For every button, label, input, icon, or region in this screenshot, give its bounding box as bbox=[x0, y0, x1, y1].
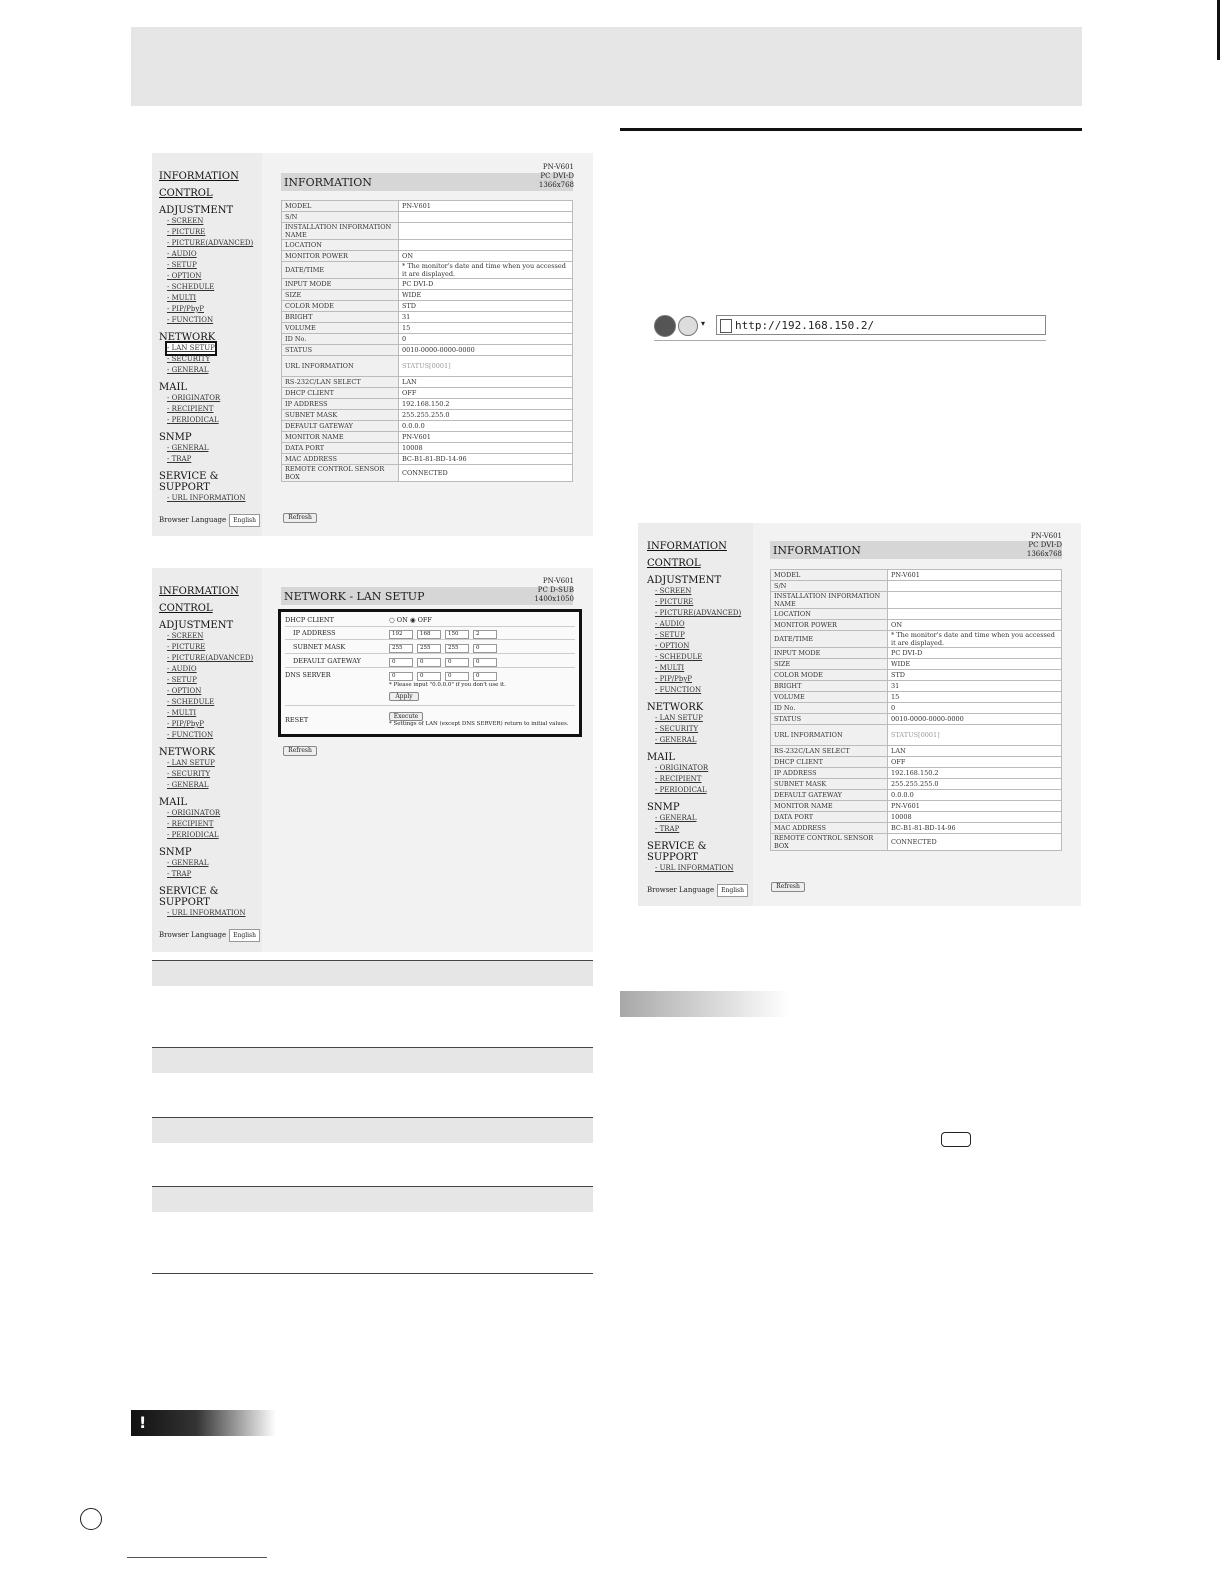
nav-item[interactable]: - MULTI bbox=[655, 663, 753, 674]
row-value: 15 bbox=[399, 323, 573, 334]
row-label: DHCP CLIENT bbox=[282, 388, 399, 399]
row-label: S/N bbox=[282, 212, 399, 223]
row-value: STATUS[0001] bbox=[888, 725, 1062, 746]
section-rule bbox=[620, 128, 1082, 131]
nav-item[interactable]: - PERIODICAL bbox=[655, 785, 753, 796]
nav-item[interactable]: - PICTURE(ADVANCED) bbox=[167, 238, 262, 249]
page-header-band bbox=[131, 27, 1082, 106]
row-label: REMOTE CONTROL SENSOR BOX bbox=[282, 465, 399, 482]
row-value: 0010-0000-0000-0000 bbox=[888, 714, 1062, 725]
table-row bbox=[282, 377, 573, 388]
table-row bbox=[282, 410, 573, 421]
row-label: IP ADDRESS bbox=[282, 399, 399, 410]
row-value: PC DVI-D bbox=[399, 279, 573, 290]
row-label: COLOR MODE bbox=[771, 670, 888, 681]
row-value: BC-B1-81-BD-14-96 bbox=[399, 454, 573, 465]
table-row bbox=[771, 801, 1062, 812]
nav-section: NETWORK bbox=[159, 332, 216, 343]
row-value: 0010-0000-0000-0000 bbox=[399, 345, 573, 356]
row-label: VOLUME bbox=[282, 323, 399, 334]
table-row bbox=[771, 620, 1062, 631]
nav-section: MAIL bbox=[159, 797, 188, 808]
reset-note: * Settings of LAN (except DNS SERVER) return to initial values. bbox=[389, 721, 569, 727]
nav-menu bbox=[152, 568, 262, 952]
table-row bbox=[771, 779, 1062, 790]
nav-item[interactable]: - RECIPIENT bbox=[167, 404, 262, 415]
row-value: 192.168.150.2 bbox=[399, 399, 573, 410]
row-value: PN-V601 bbox=[399, 201, 573, 212]
nav-section: NETWORK bbox=[647, 702, 704, 713]
row-label: BRIGHT bbox=[282, 312, 399, 323]
row-value: LAN bbox=[888, 746, 1062, 757]
table-row bbox=[771, 592, 1062, 609]
nav-item[interactable]: - GENERAL bbox=[655, 735, 753, 746]
info-table bbox=[281, 200, 573, 482]
table-row bbox=[282, 345, 573, 356]
browser-language bbox=[159, 514, 262, 527]
table-row bbox=[771, 757, 1062, 768]
refresh-button[interactable]: Refresh bbox=[283, 746, 317, 756]
nav-item[interactable]: - PICTURE(ADVANCED) bbox=[655, 608, 753, 619]
table-row bbox=[771, 570, 1062, 581]
warning-heading-band bbox=[131, 1410, 276, 1436]
row-label: MAC ADDRESS bbox=[771, 823, 888, 834]
nav-section: SERVICE & SUPPORT bbox=[159, 471, 219, 493]
nav-item[interactable]: - ORIGINATOR bbox=[167, 393, 262, 404]
table-row bbox=[771, 823, 1062, 834]
table-row bbox=[282, 240, 573, 251]
nav-item[interactable]: - OPTION bbox=[167, 271, 262, 282]
back-icon[interactable] bbox=[654, 315, 676, 337]
nav-item[interactable]: - SECURITY bbox=[167, 354, 262, 365]
lan-screenshot bbox=[152, 568, 593, 952]
nav-item[interactable]: - SCHEDULE bbox=[655, 652, 753, 663]
row-label: RS-232C/LAN SELECT bbox=[282, 377, 399, 388]
row-label: MAC ADDRESS bbox=[282, 454, 399, 465]
nav-item[interactable]: - AUDIO bbox=[655, 619, 753, 630]
table-row bbox=[771, 609, 1062, 620]
row-value bbox=[888, 592, 1062, 609]
table-rule bbox=[152, 1047, 593, 1048]
table-row bbox=[771, 834, 1062, 851]
row-value: PN-V601 bbox=[888, 801, 1062, 812]
nav-item[interactable]: - GENERAL bbox=[167, 780, 262, 791]
row-label: DATA PORT bbox=[771, 812, 888, 823]
browser-language-select[interactable]: English bbox=[229, 514, 260, 527]
address-underline bbox=[654, 340, 1046, 341]
row-label: BRIGHT bbox=[771, 681, 888, 692]
nav-item[interactable]: - GENERAL bbox=[167, 858, 262, 869]
row-value: 192.168.150.2 bbox=[888, 768, 1062, 779]
nav-item[interactable]: - SECURITY bbox=[167, 769, 262, 780]
nav-item[interactable]: - LAN SETUP bbox=[655, 713, 753, 724]
row-label: ID No. bbox=[771, 703, 888, 714]
table-row bbox=[282, 312, 573, 323]
nav-item[interactable]: - SECURITY bbox=[655, 724, 753, 735]
table-band bbox=[152, 1186, 593, 1212]
footer-link-line bbox=[127, 1557, 267, 1558]
row-label: DEFAULT GATEWAY bbox=[771, 790, 888, 801]
nav-item[interactable]: - SCREEN bbox=[655, 586, 753, 597]
nav-item[interactable]: - ORIGINATOR bbox=[655, 763, 753, 774]
nav-section[interactable]: CONTROL bbox=[647, 558, 701, 569]
browser-address-bar bbox=[654, 311, 1046, 341]
subnet-mask-fields[interactable]: 255 255 255 0 bbox=[389, 643, 501, 653]
info-screenshot bbox=[152, 153, 593, 536]
row-value: 0 bbox=[399, 334, 573, 345]
row-label: MONITOR NAME bbox=[771, 801, 888, 812]
row-label: STATUS bbox=[771, 714, 888, 725]
key-symbol bbox=[941, 1132, 971, 1147]
info-table bbox=[770, 569, 1062, 851]
browser-language-label: Browser Language bbox=[159, 931, 227, 939]
nav-item[interactable]: - PICTURE bbox=[655, 597, 753, 608]
nav-item[interactable]: - PIP/PbyP bbox=[167, 304, 262, 315]
table-row bbox=[282, 301, 573, 312]
nav-item[interactable]: - OPTION bbox=[167, 686, 262, 697]
row-label: DATE/TIME bbox=[771, 631, 888, 648]
row-value: * The monitor's date and time when you accessed it are displayed. bbox=[399, 262, 573, 279]
page-title: INFORMATION bbox=[281, 173, 573, 191]
margin-marker bbox=[1217, 0, 1220, 60]
table-row bbox=[282, 262, 573, 279]
nav-item[interactable]: - SCREEN bbox=[167, 631, 262, 642]
browser-language-select[interactable]: English bbox=[717, 884, 748, 897]
nav-section[interactable]: CONTROL bbox=[159, 603, 213, 614]
row-value: 0.0.0.0 bbox=[399, 421, 573, 432]
table-row bbox=[771, 703, 1062, 714]
nav-section: MAIL bbox=[159, 382, 188, 393]
nav-section: SNMP bbox=[159, 847, 192, 858]
row-label: URL INFORMATION bbox=[771, 725, 888, 746]
nav-item[interactable]: - SETUP bbox=[655, 630, 753, 641]
dhcp-radio-group[interactable]: ○ ON ◉ OFF bbox=[389, 616, 432, 624]
row-label: RS-232C/LAN SELECT bbox=[771, 746, 888, 757]
browser-language bbox=[647, 884, 753, 897]
row-value: 255.255.255.0 bbox=[399, 410, 573, 421]
refresh-button[interactable]: Refresh bbox=[283, 513, 317, 523]
row-value: WIDE bbox=[888, 659, 1062, 670]
nav-item[interactable]: - SCHEDULE bbox=[167, 282, 262, 293]
table-row bbox=[282, 432, 573, 443]
browser-language-select[interactable]: English bbox=[229, 929, 260, 942]
row-label: SUBNET MASK bbox=[282, 410, 399, 421]
table-row bbox=[771, 725, 1062, 746]
nav-item[interactable]: - SCREEN bbox=[167, 216, 262, 227]
row-label: INSTALLATION INFORMATION NAME bbox=[282, 223, 399, 240]
table-row bbox=[771, 692, 1062, 703]
nav-item[interactable]: - AUDIO bbox=[167, 664, 262, 675]
dns-server-fields[interactable]: 0 0 0 0 bbox=[389, 671, 501, 681]
table-band bbox=[152, 1047, 593, 1073]
row-value: STATUS[0001] bbox=[399, 356, 573, 377]
lan-setup-form bbox=[278, 609, 582, 737]
row-label: MODEL bbox=[771, 570, 888, 581]
row-value: STD bbox=[888, 670, 1062, 681]
page-title: NETWORK - LAN SETUP bbox=[281, 587, 573, 605]
table-row bbox=[771, 768, 1062, 779]
table-row bbox=[771, 790, 1062, 801]
table-row bbox=[282, 356, 573, 377]
row-value bbox=[888, 609, 1062, 620]
row-label: INSTALLATION INFORMATION NAME bbox=[771, 592, 888, 609]
nav-item[interactable]: - SETUP bbox=[167, 675, 262, 686]
nav-item[interactable]: - SCHEDULE bbox=[167, 697, 262, 708]
forward-icon[interactable] bbox=[678, 316, 698, 336]
table-rule bbox=[152, 960, 593, 961]
table-row bbox=[282, 201, 573, 212]
tip-heading-band bbox=[620, 991, 790, 1017]
nav-item[interactable]: - TRAP bbox=[167, 869, 262, 880]
row-label: SUBNET MASK bbox=[771, 779, 888, 790]
table-row bbox=[282, 279, 573, 290]
nav-item[interactable]: - PICTURE bbox=[167, 227, 262, 238]
refresh-button[interactable]: Refresh bbox=[771, 882, 805, 892]
nav-section: ADJUSTMENT bbox=[159, 620, 234, 631]
model-info: PN-V601 PC DVI-D 1366x768 bbox=[538, 163, 574, 189]
table-row bbox=[771, 681, 1062, 692]
row-label: ID No. bbox=[282, 334, 399, 345]
row-label: COLOR MODE bbox=[282, 301, 399, 312]
nav-item[interactable]: - PICTURE bbox=[167, 642, 262, 653]
page-marker bbox=[80, 1508, 102, 1530]
warning-icon: ! bbox=[139, 1413, 147, 1432]
nav-item[interactable]: - FUNCTION bbox=[167, 315, 262, 326]
row-label: S/N bbox=[771, 581, 888, 592]
table-band bbox=[152, 960, 593, 986]
row-label: SIZE bbox=[771, 659, 888, 670]
nav-item[interactable]: - GENERAL bbox=[167, 443, 262, 454]
nav-item[interactable]: - MULTI bbox=[167, 708, 262, 719]
row-label: DHCP CLIENT bbox=[771, 757, 888, 768]
browser-language-label: Browser Language bbox=[647, 886, 715, 894]
row-value: 10008 bbox=[399, 443, 573, 454]
row-value: PC DVI-D bbox=[888, 648, 1062, 659]
row-label: LOCATION bbox=[282, 240, 399, 251]
table-row bbox=[282, 212, 573, 223]
row-label: DATA PORT bbox=[282, 443, 399, 454]
row-value bbox=[399, 212, 573, 223]
nav-item[interactable]: - PIP/PbyP bbox=[655, 674, 753, 685]
row-value: 255.255.255.0 bbox=[888, 779, 1062, 790]
row-label: REMOTE CONTROL SENSOR BOX bbox=[771, 834, 888, 851]
info-screenshot-right bbox=[638, 523, 1081, 906]
nav-item[interactable]: - SETUP bbox=[167, 260, 262, 271]
nav-item[interactable]: - GENERAL bbox=[655, 813, 753, 824]
nav-section: ADJUSTMENT bbox=[647, 575, 722, 586]
nav-menu bbox=[638, 523, 753, 906]
table-row bbox=[282, 223, 573, 240]
nav-section[interactable]: CONTROL bbox=[159, 188, 213, 199]
table-row bbox=[282, 334, 573, 345]
row-label: INPUT MODE bbox=[282, 279, 399, 290]
table-row bbox=[282, 399, 573, 410]
nav-item[interactable]: - RECIPIENT bbox=[655, 774, 753, 785]
browser-language bbox=[159, 929, 262, 942]
dhcp-label: DHCP CLIENT bbox=[285, 616, 334, 624]
table-rule bbox=[152, 1117, 593, 1118]
row-label: SIZE bbox=[282, 290, 399, 301]
table-row bbox=[282, 421, 573, 432]
table-row bbox=[282, 388, 573, 399]
browser-language-label: Browser Language bbox=[159, 516, 227, 524]
gateway-label: DEFAULT GATEWAY bbox=[293, 657, 361, 665]
nav-item[interactable]: - PERIODICAL bbox=[167, 830, 262, 841]
row-value: 31 bbox=[888, 681, 1062, 692]
nav-item[interactable]: - AUDIO bbox=[167, 249, 262, 260]
nav-section[interactable]: INFORMATION bbox=[159, 586, 239, 597]
table-row bbox=[771, 714, 1062, 725]
row-value bbox=[399, 240, 573, 251]
row-value: 0 bbox=[888, 703, 1062, 714]
row-value: 31 bbox=[399, 312, 573, 323]
row-value: CONNECTED bbox=[399, 465, 573, 482]
table-row bbox=[771, 812, 1062, 823]
reset-label: RESET bbox=[285, 716, 309, 724]
nav-item[interactable]: - PIP/PbyP bbox=[167, 719, 262, 730]
row-label: STATUS bbox=[282, 345, 399, 356]
table-row bbox=[282, 323, 573, 334]
row-label: MONITOR POWER bbox=[282, 251, 399, 262]
row-value: ON bbox=[888, 620, 1062, 631]
nav-item[interactable]: - URL INFORMATION bbox=[167, 908, 262, 919]
nav-item[interactable]: - PICTURE(ADVANCED) bbox=[167, 653, 262, 664]
nav-item[interactable]: - GENERAL bbox=[167, 365, 262, 376]
table-row bbox=[771, 670, 1062, 681]
nav-menu bbox=[152, 153, 262, 536]
table-row bbox=[771, 746, 1062, 757]
table-row bbox=[771, 648, 1062, 659]
url-input[interactable]: http://192.168.150.2/ bbox=[716, 315, 1046, 335]
nav-section: SERVICE & SUPPORT bbox=[647, 841, 707, 863]
table-rule bbox=[152, 1273, 593, 1274]
apply-button[interactable]: Apply bbox=[389, 692, 419, 701]
row-value: CONNECTED bbox=[888, 834, 1062, 851]
nav-item[interactable]: - LAN SETUP bbox=[167, 343, 215, 354]
row-value: ON bbox=[399, 251, 573, 262]
subnet-mask-label: SUBNET MASK bbox=[293, 643, 346, 651]
ip-address-label: IP ADDRESS bbox=[293, 629, 336, 637]
row-value: OFF bbox=[399, 388, 573, 399]
nav-item[interactable]: - TRAP bbox=[167, 454, 262, 465]
model-info: PN-V601 PC DVI-D 1366x768 bbox=[1026, 532, 1062, 558]
nav-section[interactable]: INFORMATION bbox=[159, 171, 239, 182]
dns-server-label: DNS SERVER bbox=[285, 671, 331, 679]
nav-item[interactable]: - FUNCTION bbox=[167, 730, 262, 741]
row-label: DEFAULT GATEWAY bbox=[282, 421, 399, 432]
table-row bbox=[771, 659, 1062, 670]
row-label: MONITOR POWER bbox=[771, 620, 888, 631]
nav-item[interactable]: - MULTI bbox=[167, 293, 262, 304]
nav-section[interactable]: INFORMATION bbox=[647, 541, 727, 552]
nav-item[interactable]: - TRAP bbox=[655, 824, 753, 835]
nav-item[interactable]: - PERIODICAL bbox=[167, 415, 262, 426]
row-label: DATE/TIME bbox=[282, 262, 399, 279]
row-value: PN-V601 bbox=[888, 570, 1062, 581]
ip-address-fields[interactable]: 192 168 150 2 bbox=[389, 629, 501, 639]
row-label: IP ADDRESS bbox=[771, 768, 888, 779]
row-value: 0.0.0.0 bbox=[888, 790, 1062, 801]
nav-section: NETWORK bbox=[159, 747, 216, 758]
row-value: STD bbox=[399, 301, 573, 312]
row-label: LOCATION bbox=[771, 609, 888, 620]
table-row bbox=[282, 290, 573, 301]
model-info: PN-V601 PC D-SUB 1400x1050 bbox=[534, 577, 574, 603]
row-label: MONITOR NAME bbox=[282, 432, 399, 443]
nav-item[interactable]: - LAN SETUP bbox=[167, 758, 262, 769]
nav-item[interactable]: - URL INFORMATION bbox=[167, 493, 262, 504]
nav-section: ADJUSTMENT bbox=[159, 205, 234, 216]
row-label: INPUT MODE bbox=[771, 648, 888, 659]
table-row bbox=[771, 631, 1062, 648]
nav-item[interactable]: - URL INFORMATION bbox=[655, 863, 753, 874]
row-value: * The monitor's date and time when you accessed it are displayed. bbox=[888, 631, 1062, 648]
gateway-fields[interactable]: 0 0 0 0 bbox=[389, 657, 501, 667]
table-row bbox=[771, 581, 1062, 592]
nav-section: SNMP bbox=[647, 802, 680, 813]
nav-item[interactable]: - ORIGINATOR bbox=[167, 808, 262, 819]
table-row bbox=[282, 443, 573, 454]
row-label: URL INFORMATION bbox=[282, 356, 399, 377]
page-icon bbox=[720, 319, 732, 333]
row-value: OFF bbox=[888, 757, 1062, 768]
row-value: LAN bbox=[399, 377, 573, 388]
row-value bbox=[399, 223, 573, 240]
table-row bbox=[282, 251, 573, 262]
nav-item[interactable]: - OPTION bbox=[655, 641, 753, 652]
nav-section: MAIL bbox=[647, 752, 676, 763]
table-rule bbox=[152, 1186, 593, 1187]
table-row bbox=[282, 454, 573, 465]
row-value bbox=[888, 581, 1062, 592]
dropdown-icon[interactable]: ▾ bbox=[701, 319, 706, 328]
execute-button[interactable]: Execute bbox=[389, 712, 423, 721]
dns-note: * Please input "0.0.0.0" if you don't use it. bbox=[389, 682, 506, 688]
row-value: BC-B1-81-BD-14-96 bbox=[888, 823, 1062, 834]
page-title: INFORMATION bbox=[770, 541, 1062, 559]
row-label: VOLUME bbox=[771, 692, 888, 703]
nav-item[interactable]: - RECIPIENT bbox=[167, 819, 262, 830]
nav-item[interactable]: - FUNCTION bbox=[655, 685, 753, 696]
row-value: WIDE bbox=[399, 290, 573, 301]
table-row bbox=[282, 465, 573, 482]
table-band bbox=[152, 1117, 593, 1143]
nav-section: SNMP bbox=[159, 432, 192, 443]
row-value: 10008 bbox=[888, 812, 1062, 823]
row-value: 15 bbox=[888, 692, 1062, 703]
nav-section: SERVICE & SUPPORT bbox=[159, 886, 219, 908]
row-value: PN-V601 bbox=[399, 432, 573, 443]
row-label: MODEL bbox=[282, 201, 399, 212]
